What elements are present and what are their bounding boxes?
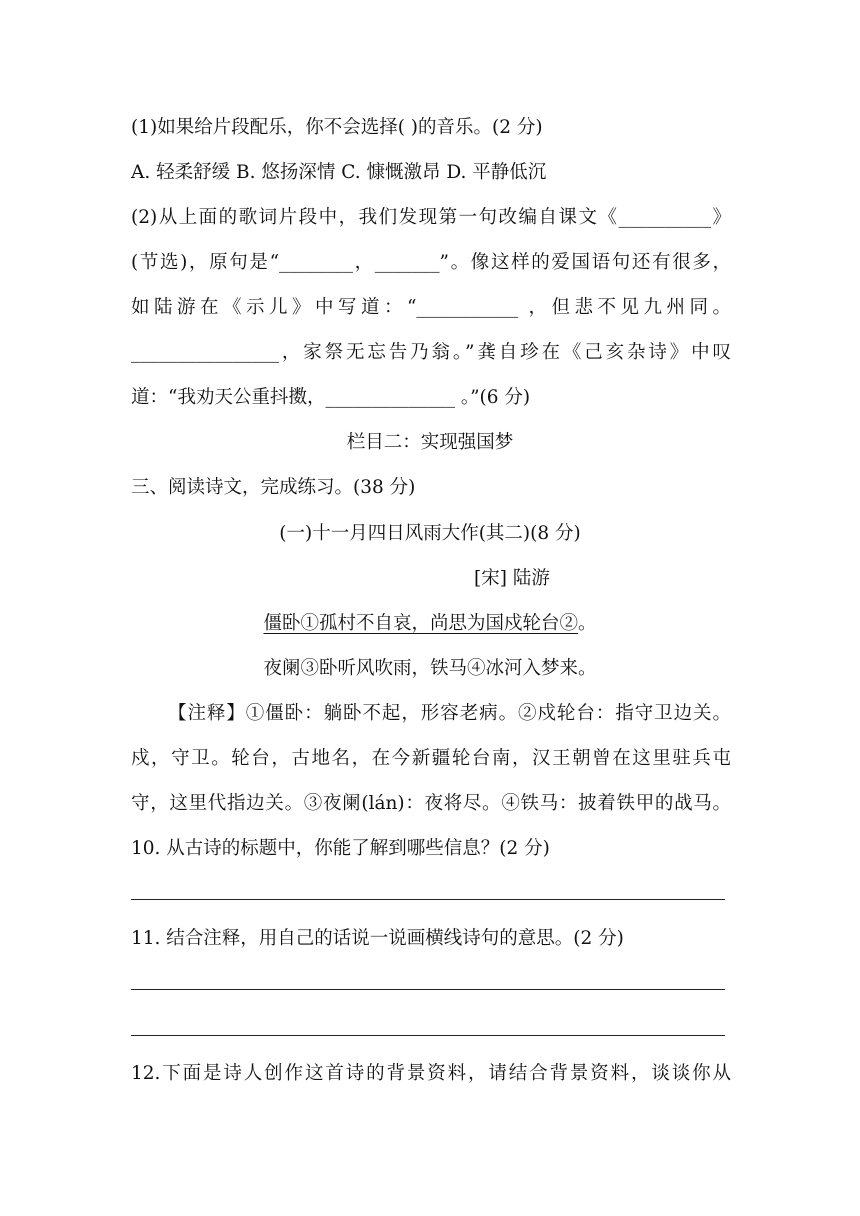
part-3-heading: 三、阅读诗文，完成练习。(38 分) (131, 477, 416, 498)
question-10: 10. 从古诗的标题中，你能了解到哪些信息？(2 分) (131, 838, 550, 859)
poem-line-1-period: 。 (578, 613, 597, 634)
answer-line-q11-1 (131, 989, 725, 990)
question-1-options: A. 轻柔舒缓 B. 悠扬深情 C. 慷慨激昂 D. 平静低沉 (131, 162, 547, 183)
question-2-line-5: 道：“我劝天公重抖擞，______________ 。”(6 分) (131, 387, 531, 408)
question-2-line-3: 如陆游在《示儿》中写道：“___________ ，但悲不见九州同。 (131, 297, 731, 318)
poem-line-1-underlined: 僵卧①孤村不自哀，尚思为国戍轮台② (263, 613, 578, 634)
answer-line-q10 (131, 899, 725, 900)
section-title: 栏目二：实现强国梦 (346, 432, 514, 453)
answer-line-q11-2 (131, 1035, 725, 1036)
note-line-3: 守，这里代指边关。③夜阑(lán)：夜将尽。④铁马：披着铁甲的战马。 (131, 793, 731, 814)
note-line-1: 【注释】①僵卧：躺卧不起，形容老病。②戍轮台：指守卫边关。 (168, 703, 731, 724)
question-1-text: (1)如果给片段配乐，你不会选择( )的音乐。(2 分) (131, 117, 543, 138)
poem-line-2: 夜阑③卧听风吹雨，铁马④冰河入梦来。 (263, 658, 597, 679)
poem-line-1 (0, 611, 860, 637)
question-12: 12.下面是诗人创作这首诗的背景资料，请结合背景资料，谈谈你从 (131, 1063, 731, 1084)
question-11: 11. 结合注释，用自己的话说一说画横线诗句的意思。(2 分) (131, 928, 624, 949)
poem-author: [宋] 陆游 (474, 568, 550, 589)
note-line-2: 戍，守卫。轮台，古地名，在今新疆轮台南，汉王朝曾在这里驻兵屯 (131, 748, 731, 769)
question-2-line-1: (2)从上面的歌词片段中，我们发现第一句改编自课文《__________》 (131, 207, 731, 228)
poem-title: (一)十一月四日风雨大作(其二)(8 分) (279, 523, 581, 544)
question-2-line-4: ________________，家祭无忘告乃翁。”龚自珍在《己亥杂诗》中叹 (131, 342, 731, 363)
question-2-line-2: (节选)，原句是“________，_______”。像这样的爱国语句还有很多， (131, 252, 731, 273)
